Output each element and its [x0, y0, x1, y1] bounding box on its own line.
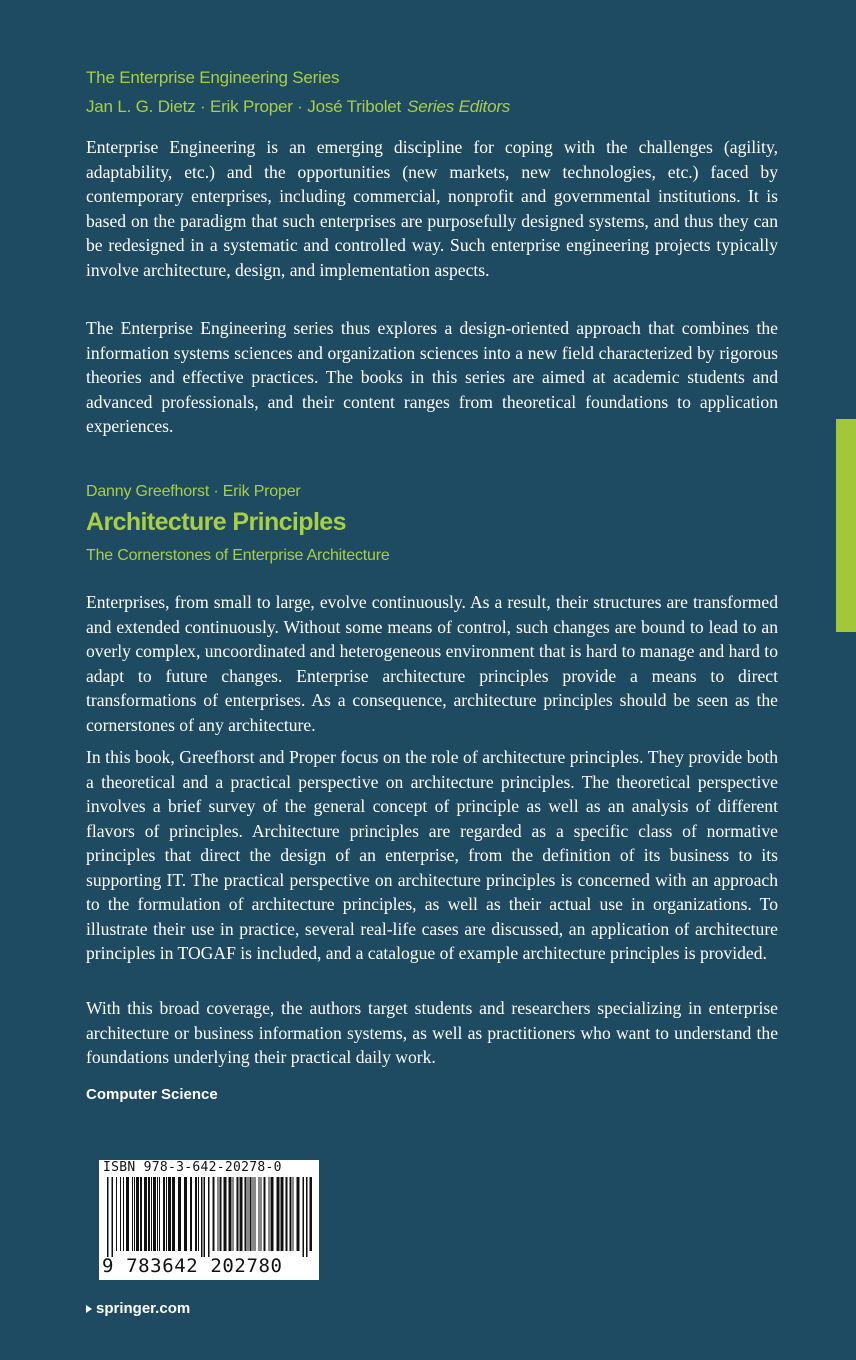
barcode-bar — [259, 1177, 260, 1251]
barcode-bar — [107, 1177, 109, 1257]
book-description-paragraph-3: With this broad coverage, the authors target students and researchers specializing in enterprise architecture or business information systems, as well as practitioners who want to understand the foundations underlying their practical daily work. — [86, 998, 778, 1067]
barcode-bar — [198, 1177, 199, 1251]
series-editors-role: Series Editors — [407, 97, 511, 116]
barcode-bar — [286, 1177, 288, 1251]
publisher-website-text: springer.com — [96, 1300, 191, 1317]
barcode-bar — [166, 1177, 167, 1251]
barcode-bar — [297, 1177, 300, 1251]
barcode-bar — [229, 1177, 232, 1251]
barcode-bar — [269, 1177, 270, 1251]
barcode-bar — [233, 1177, 234, 1251]
book-title: Architecture Principles — [86, 508, 346, 536]
barcode-bar — [220, 1177, 222, 1251]
subject-category: Computer Science — [86, 1086, 218, 1103]
book-description-paragraph-1: Enterprises, from small to large, evolve continuously. As a result, their structures are transformed and extended continuously. Without some means of control, such changes are bound to lead to an overly complex, uncoordinated and heterogeneous environment that is hard to manage and hard to adapt to future changes. Enterprise architecture principles provide a means to direct transformations of enterprises. As a consequence, architecture principles should be seen as the cornerstones of any architecture. — [86, 592, 778, 735]
barcode-bar — [277, 1177, 280, 1251]
book-description-paragraph-2: In this book, Greefhorst and Proper focus on the role of architecture principles. They provide both a theoretical and a practical perspective on architecture principles. The theoretical perspective involves a brief survey of the general concept of principle as well as an analysis of different flavors of principles. Architecture principles are regarded as a specific class of normative principles that direct the design of an enterprise, from the definition of its business to its supporting IT. The practical perspective on architecture principles is concerned with an approach to the formulation of architecture principles, as well as their actual use in organizations. To illustrate their use in practice, several real-life cases are discussed, an application of architecture principles in TOGAF is included, and a catalogue of example architecture principles is provided. — [86, 747, 778, 963]
ean-digits: 9 783642 202780 — [102, 1255, 283, 1277]
arrow-right-icon — [86, 1305, 92, 1313]
barcode-bar — [159, 1177, 160, 1251]
barcode-bar — [245, 1177, 247, 1251]
barcode-bar — [190, 1177, 192, 1251]
series-description-paragraph-2: The Enterprise Engineering series thus explores a design-oriented approach that combines the information systems sciences and organization sciences into a new field characterized by rigorous theories and effective practices. The books in this series are aimed at academic students and advanced professionals, and their content ranges from theoretical foundations to application experiences. — [86, 318, 778, 436]
barcode-bar — [250, 1177, 252, 1251]
barcode-bar — [153, 1177, 156, 1251]
barcode-bar — [144, 1177, 147, 1251]
barcode-bar — [264, 1177, 266, 1251]
barcode-bar — [134, 1177, 135, 1251]
barcode-bar — [163, 1177, 165, 1251]
barcode-bar — [201, 1177, 203, 1257]
barcode-bar — [123, 1177, 124, 1251]
barcode-bar — [120, 1177, 121, 1251]
isbn-barcode — [99, 1160, 319, 1280]
barcode-bar — [306, 1177, 308, 1257]
barcode-bar — [184, 1177, 187, 1251]
barcode-bar — [168, 1177, 171, 1251]
series-title: The Enterprise Engineering Series — [86, 68, 340, 87]
barcode-bar — [271, 1177, 274, 1251]
isbn-label: ISBN 978-3-642-20278-0 — [103, 1160, 282, 1175]
book-subtitle: The Cornerstones of Enterprise Architecture — [86, 547, 390, 564]
barcode-bar — [172, 1177, 175, 1251]
barcode-bar — [290, 1177, 292, 1251]
barcode-bar — [218, 1177, 219, 1251]
barcode-bar — [281, 1177, 284, 1251]
barcode-bar — [195, 1177, 197, 1251]
barcode-bar — [261, 1177, 262, 1251]
barcode-bars — [107, 1177, 312, 1257]
series-editors — [86, 97, 510, 117]
barcode-bar — [116, 1177, 117, 1251]
barcode-bar — [293, 1177, 294, 1251]
barcode-bar — [136, 1177, 139, 1251]
barcode-bar — [253, 1177, 254, 1251]
series-editors-names: Jan L. G. Dietz · Erik Proper · José Tribolet — [86, 97, 402, 116]
barcode-bar — [237, 1177, 239, 1251]
barcode-bar — [140, 1177, 142, 1251]
green-edge-tab — [836, 419, 856, 632]
barcode-bar — [126, 1177, 129, 1251]
barcode-bar — [248, 1177, 249, 1251]
barcode-bar — [148, 1177, 150, 1251]
barcode-bar — [240, 1177, 243, 1251]
barcode-bar — [112, 1177, 114, 1257]
barcode-bar — [132, 1177, 133, 1251]
barcode-bar — [157, 1177, 158, 1251]
barcode-bar — [255, 1177, 256, 1251]
barcode-bar — [204, 1177, 206, 1257]
barcode-bar — [178, 1177, 181, 1251]
barcode-bar — [224, 1177, 227, 1251]
barcode-bar — [151, 1177, 152, 1251]
barcode-bar — [213, 1177, 215, 1251]
series-description-paragraph-1: Enterprise Engineering is an emerging discipline for coping with the challenges (agility, adaptability, etc.) and the opportunities (new markets, new technologies, etc.) faced by contemporary enterprises, including commercial, nonprofit and governmental institutions. It is based on the paradigm that such enterprises are purposefully designed systems, and thus they can be redesigned in a systematic and controlled way. Such enterprise engineering projects typically involve architecture, design, and implementation aspects. — [86, 137, 778, 280]
barcode-bar — [303, 1177, 305, 1257]
barcode-bar — [208, 1177, 210, 1257]
barcode-bar — [310, 1177, 313, 1251]
publisher-website-link[interactable] — [86, 1300, 190, 1317]
book-authors: Danny Greefhorst · Erik Proper — [86, 483, 301, 500]
